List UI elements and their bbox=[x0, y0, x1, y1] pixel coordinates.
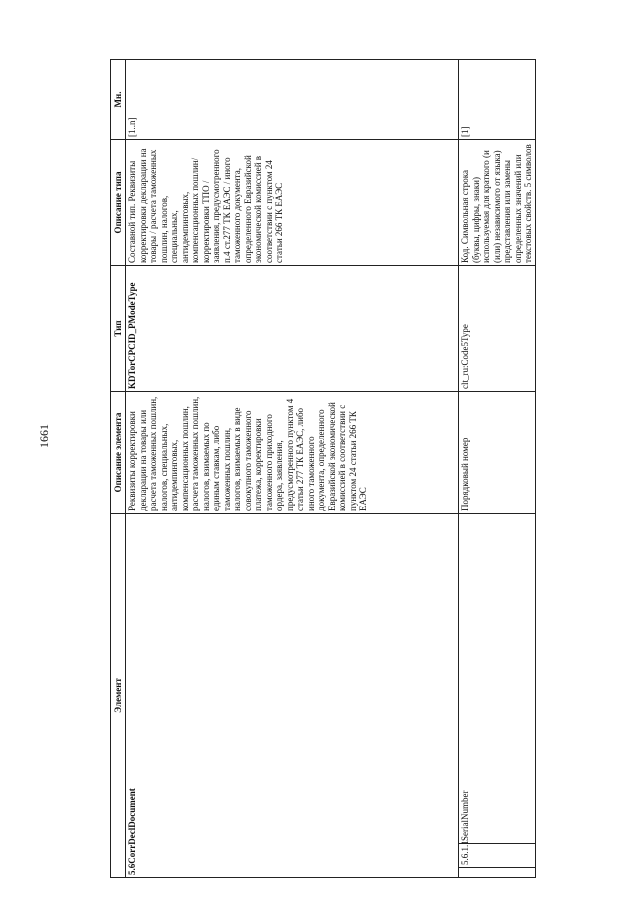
element-cell bbox=[126, 513, 459, 877]
header-element: Элемент bbox=[111, 513, 126, 877]
element-name: CorrDeclDocument bbox=[127, 788, 137, 864]
table-row bbox=[126, 59, 459, 877]
element-type: KDTorCPCID_PModeType bbox=[126, 265, 459, 391]
element-number: 5.6 bbox=[127, 863, 137, 875]
multiplicity: [1..n] bbox=[126, 59, 459, 139]
element-table bbox=[110, 59, 536, 878]
indent-cell bbox=[459, 868, 536, 878]
element-description: Порядковый номер bbox=[459, 391, 536, 513]
element-table-wrapper bbox=[110, 60, 533, 878]
element-number: 5.6.1.1 bbox=[459, 844, 536, 868]
type-description: Код. Символьная строка (буквы, цифры, знаки) используемая для краткого (и (или) независимого от языка) представления или замены определенных значений или текстовых свойств. 5 символов bbox=[459, 139, 536, 265]
element-name: SerialNumber bbox=[459, 513, 536, 843]
element-type: clt_ru:Code5Type bbox=[459, 265, 536, 391]
element-description: Реквизиты корректировки декларации на товары или расчета таможенных пошлин, налогов, специальных, антидемпинговых, компенсационных пошлин, расчета таможенных пошлин, налогов, взимаемых по единым ставкам, либо таможенных пошлин, налогов, взимаемых в виде совокупного таможенного платежа, корректировки таможенного приходного ордера, заявления, предусмотренного пунктом 4 статьи 277 ТК ЕАЭС, либо иного таможенного документа, определенного Евразийской экономической комиссией в соответствии с пунктом 24 статьи 266 ТК ЕАЭС bbox=[126, 391, 459, 513]
multiplicity: [1] bbox=[459, 59, 536, 139]
header-description: Описание элемента bbox=[111, 391, 126, 513]
header-type-description: Описание типа bbox=[111, 139, 126, 265]
table-row bbox=[459, 59, 536, 877]
table-header-row bbox=[111, 59, 126, 877]
header-type: Тип bbox=[111, 265, 126, 391]
page-number: 1661 bbox=[37, 424, 51, 448]
type-description: Составной тип. Реквизиты корректировки декларации на товары / расчета таможенных пошлин, налогов, специальных, антидемпинговых, компенсационных пошлин/корректировки ТПО / заявления, предусмотренного п.4 ст.277 ТК ЕАЭС / иного таможенного документа, определенного Евразийской экономической комиссией в соответствии с пунктом 24 статьи 266 ТК ЕАЭС bbox=[126, 139, 459, 265]
header-multiplicity: Мн. bbox=[111, 59, 126, 139]
